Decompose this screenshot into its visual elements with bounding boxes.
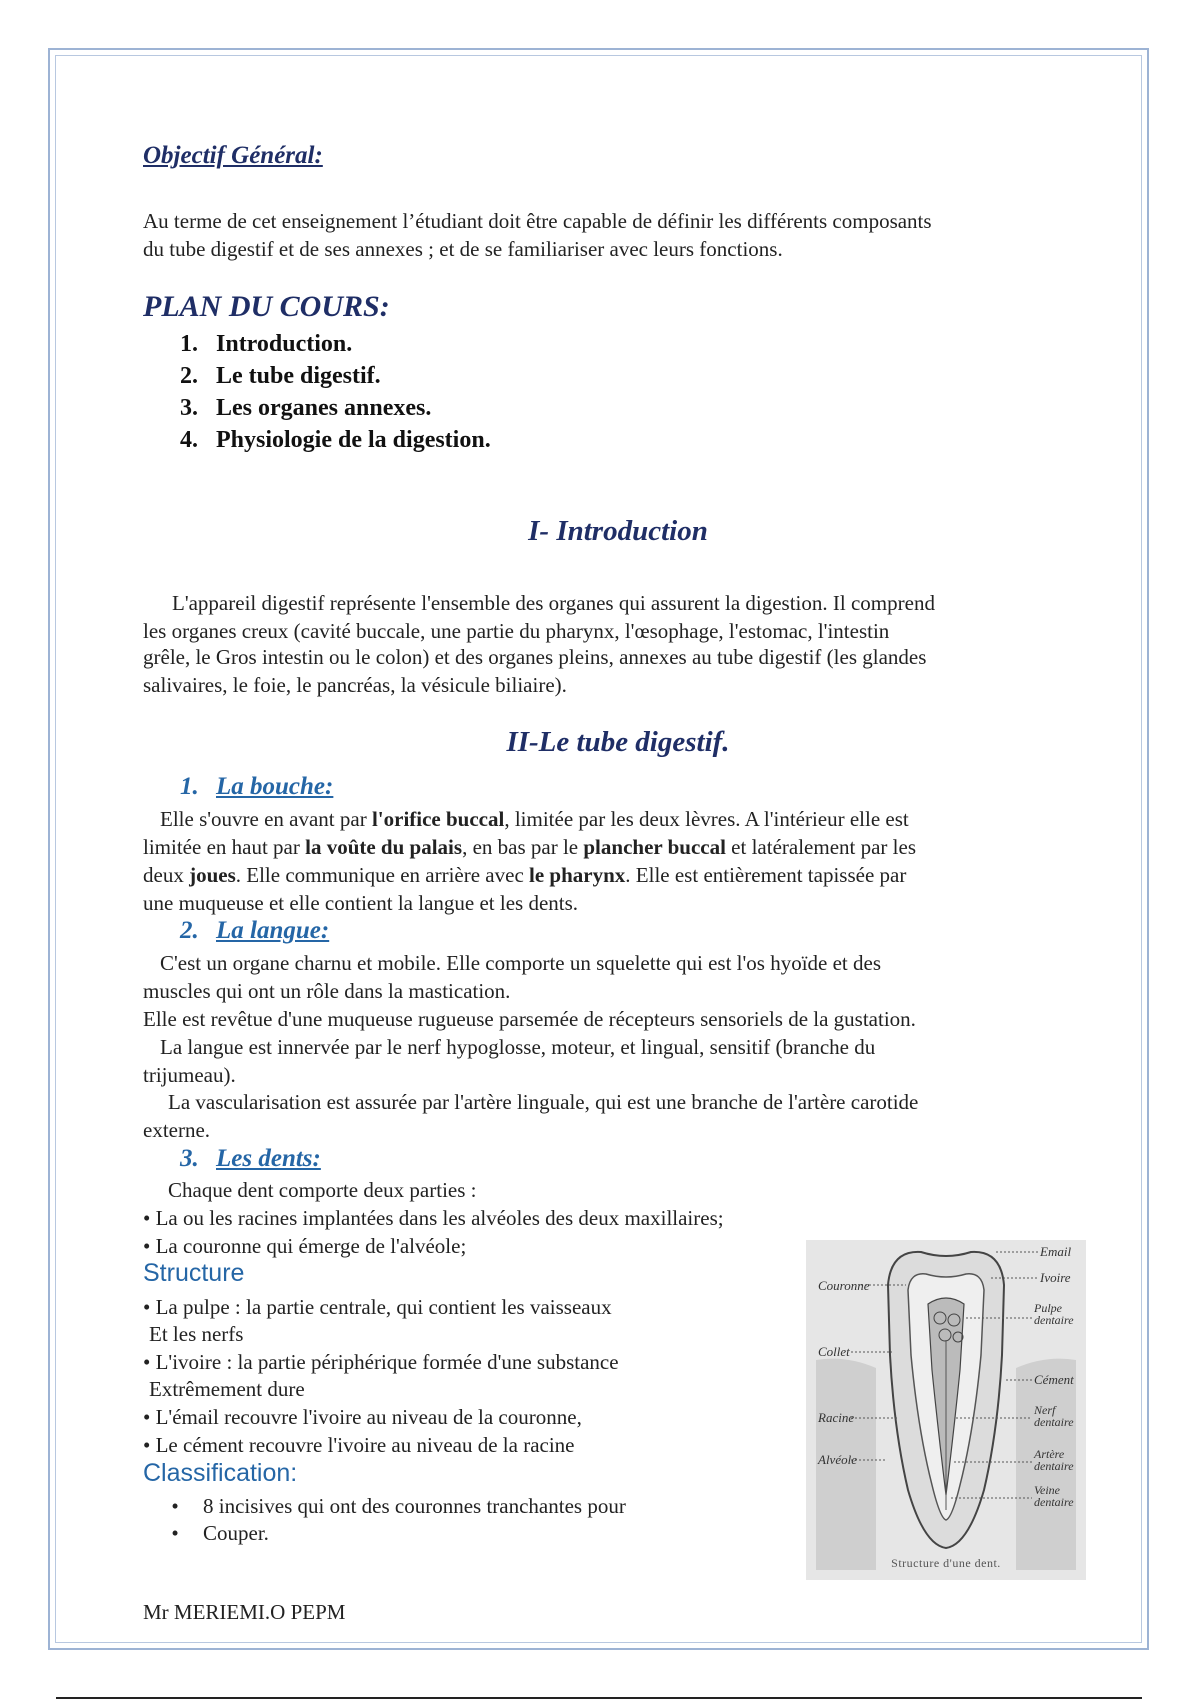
- plan-heading: PLAN DU COURS:: [143, 290, 390, 323]
- plan-item-number: 3.: [180, 395, 198, 421]
- bold-term: l'orifice buccal: [371, 807, 505, 831]
- text-run: Nerf: [1034, 1403, 1056, 1417]
- dents-heading: [180, 1145, 321, 1173]
- bouche-title: La bouche:: [216, 773, 334, 800]
- plan-item-label: Le tube digestif.: [216, 363, 381, 389]
- text-run: dentaire: [1034, 1495, 1074, 1509]
- figure-label-alveole: Alvéole: [818, 1452, 857, 1467]
- figure-label-couronne: Couronne: [818, 1278, 870, 1293]
- intro-line: les organes creux (cavité buccale, une partie du pharynx, l'œsophage, l'estomac, l'intestin: [143, 619, 890, 643]
- text-run: . Elle est entièrement tapissée par: [625, 863, 907, 887]
- structure-heading: Structure: [143, 1259, 245, 1287]
- classification-heading: Classification:: [143, 1459, 298, 1487]
- langue-line: muscles qui ont un rôle dans la mastication.: [143, 979, 511, 1003]
- figure-label-artere: [1034, 1448, 1074, 1472]
- classification-text: 8 incisives qui ont des couronnes tranchantes pour: [203, 1494, 626, 1518]
- structure-line: • La pulpe : la partie centrale, qui contient les vaisseaux: [143, 1295, 612, 1319]
- figure-label-racine: Racine: [818, 1410, 855, 1425]
- tube-heading: II-Le tube digestif.: [506, 726, 730, 758]
- structure-line: • Le cément recouvre l'ivoire au niveau de la racine: [143, 1433, 575, 1457]
- classification-item: [147, 1492, 626, 1520]
- plan-item: [180, 395, 431, 422]
- intro-line: grêle, le Gros intestin ou le colon) et des organes pleins, annexes au tube digestif (les glandes: [143, 645, 927, 669]
- structure-line: Extrêmement dure: [149, 1377, 305, 1401]
- plan-item: [180, 427, 491, 454]
- text-run: dentaire: [1034, 1459, 1074, 1473]
- bouche-heading: [180, 773, 333, 801]
- classification-item: [147, 1519, 269, 1547]
- classification-text: Couper.: [203, 1521, 269, 1545]
- plan-item-label: Physiologie de la digestion.: [216, 427, 491, 453]
- langue-line: Elle est revêtue d'une muqueuse rugueuse parsemée de récepteurs sensoriels de la gustation.: [143, 1007, 916, 1031]
- text-run: dentaire: [1034, 1313, 1074, 1327]
- structure-line: Et les nerfs: [149, 1322, 244, 1346]
- plan-item-label: Introduction.: [216, 331, 353, 357]
- langue-line: trijumeau).: [143, 1063, 236, 1087]
- bouche-line: [160, 805, 909, 833]
- langue-number: 2.: [180, 917, 199, 944]
- figure-label-veine: [1034, 1484, 1074, 1508]
- langue-line: La langue est innervée par le nerf hypoglosse, moteur, et lingual, sensitif (branche du: [160, 1035, 876, 1059]
- tooth-structure-figure: [806, 1240, 1086, 1580]
- bold-term: plancher buccal: [583, 835, 726, 859]
- structure-line: • L'ivoire : la partie périphérique formée d'une substance: [143, 1350, 619, 1374]
- figure-label-ivoire: Ivoire: [1040, 1270, 1071, 1285]
- langue-line: externe.: [143, 1118, 211, 1142]
- figure-label-collet: Collet: [818, 1344, 850, 1359]
- plan-item-number: 1.: [180, 331, 198, 357]
- text-run: limitée en haut par: [143, 835, 306, 859]
- bullet-icon: •: [171, 1521, 179, 1545]
- plan-item: [180, 331, 352, 358]
- text-run: Elle s'ouvre en avant par: [160, 807, 372, 831]
- bouche-number: 1.: [180, 773, 199, 800]
- dents-part: • La ou les racines implantées dans les alvéoles des deux maxillaires;: [143, 1206, 724, 1230]
- text-run: , limitée par les deux lèvres. A l'intérieur elle est: [504, 807, 909, 831]
- bold-term: le pharynx: [529, 863, 626, 887]
- bottom-rule: [56, 1697, 1142, 1699]
- langue-title: La langue:: [216, 917, 330, 944]
- text-run: Veine: [1034, 1483, 1060, 1497]
- figure-label-email: Email: [1040, 1244, 1072, 1259]
- dents-part: • La couronne qui émerge de l'alvéole;: [143, 1234, 467, 1258]
- objectif-line: Au terme de cet enseignement l’étudiant doit être capable de définir les différents composants: [143, 209, 932, 233]
- langue-line: La vascularisation est assurée par l'artère linguale, qui est une branche de l'artère carotide: [168, 1090, 919, 1114]
- structure-line: • L'émail recouvre l'ivoire au niveau de la couronne,: [143, 1405, 582, 1429]
- figure-caption: Structure d'une dent.: [891, 1556, 1001, 1570]
- intro-line: salivaires, le foie, le pancréas, la vésicule biliaire).: [143, 673, 567, 697]
- intro-heading: I- Introduction: [528, 515, 708, 547]
- intro-line: L'appareil digestif représente l'ensemble des organes qui assurent la digestion. Il comprend: [172, 591, 935, 615]
- text-run: , en bas par le: [462, 835, 584, 859]
- dents-title: Les dents:: [216, 1145, 321, 1172]
- text-run: . Elle communique en arrière avec: [235, 863, 530, 887]
- plan-item-number: 4.: [180, 427, 198, 453]
- figure-label-nerf: [1034, 1404, 1074, 1428]
- bullet-icon: •: [171, 1494, 179, 1518]
- bouche-line: une muqueuse et elle contient la langue et les dents.: [143, 891, 579, 915]
- dents-number: 3.: [180, 1145, 199, 1172]
- text-run: deux: [143, 863, 190, 887]
- langue-line: C'est un organe charnu et mobile. Elle comporte un squelette qui est l'os hyoïde et des: [160, 951, 882, 975]
- figure-label-pulpe: [1034, 1302, 1074, 1326]
- plan-item-number: 2.: [180, 363, 198, 389]
- langue-heading: [180, 917, 329, 945]
- text-run: Pulpe: [1034, 1301, 1062, 1315]
- bouche-line: [143, 861, 906, 889]
- figure-label-cement: Cément: [1034, 1372, 1074, 1387]
- bouche-line: [143, 833, 916, 861]
- plan-item: [180, 363, 381, 390]
- objectif-heading: Objectif Général:: [143, 142, 323, 169]
- bold-term: la voûte du palais: [305, 835, 463, 859]
- plan-item-label: Les organes annexes.: [216, 395, 432, 421]
- dents-intro: Chaque dent comporte deux parties :: [168, 1178, 477, 1202]
- text-run: dentaire: [1034, 1415, 1074, 1429]
- text-run: Artère: [1034, 1447, 1065, 1461]
- objectif-line: du tube digestif et de ses annexes ; et de se familiariser avec leurs fonctions.: [143, 237, 783, 261]
- text-run: et latéralement par les: [725, 835, 916, 859]
- bold-term: joues: [189, 863, 236, 887]
- footer-author: Mr MERIEMI.O PEPM: [143, 1600, 346, 1624]
